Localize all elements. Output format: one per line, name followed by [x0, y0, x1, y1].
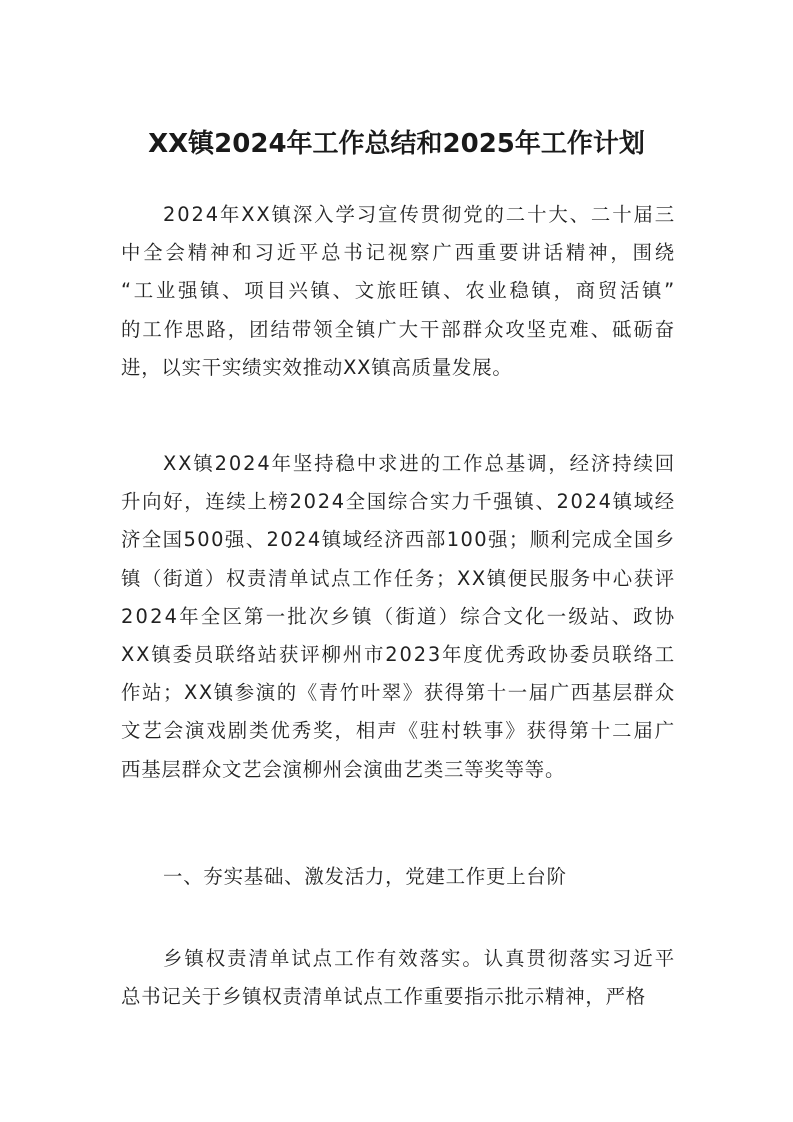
paragraph-line: 文艺会演戏剧类优秀奖，相声《驻村轶事》获得第十二届广 — [121, 719, 677, 743]
paragraph-line: 乡镇权责清单试点工作有效落实。认真贯彻落实习近平 — [163, 947, 677, 970]
paragraph-line: 升向好，连续上榜2024全国综合实力千强镇、2024镇域经 — [121, 490, 676, 514]
section-heading-text: 一、夯实基础、激发活力，党建工作更上台阶 — [163, 865, 567, 888]
paragraph-line: XX镇2024年坚持稳中求进的工作总基调，经济持续回 — [163, 452, 677, 475]
document-title: XX镇2024年工作总结和2025年工作计划 — [148, 129, 645, 159]
paragraph-line: 进，以实干实绩实效推动XX镇高质量发展。 — [121, 355, 513, 379]
paragraph-line: 2024年XX镇深入学习宣传贯彻党的二十大、二十届三 — [163, 203, 677, 226]
paragraph-line: 作站；XX镇参演的《青竹叶翠》获得第十一届广西基层群众 — [121, 681, 676, 705]
paragraph-section-one — [121, 940, 675, 1016]
paragraph-line: XX镇委员联络站获评柳州市2023年度优秀政协委员联络工 — [121, 642, 677, 666]
paragraph-line: 西基层群众文艺会演柳州会演曲艺类三等奖等等。 — [121, 757, 566, 781]
section-heading — [121, 858, 675, 896]
paragraph-intro — [121, 196, 678, 387]
paragraph-line: 的工作思路，团结带领全镇广大干部群众攻坚克难、砥砺奋 — [121, 317, 677, 341]
paragraph-line: 中全会精神和习近平总书记视察广西重要讲话精神，围绕 — [121, 241, 678, 265]
paragraph-line: “工业强镇、项目兴镇、文旅旺镇、农业稳镇，商贸活镇” — [121, 279, 677, 303]
paragraph-line: 总书记关于乡镇权责清单试点工作重要指示批示精神，严格 — [121, 985, 646, 1009]
paragraph-line: 镇（街道）权责清单试点工作任务；XX镇便民服务中心获评 — [121, 566, 676, 590]
paragraph-line: 2024年全区第一批次乡镇（街道）综合文化一级站、政协 — [121, 604, 677, 628]
paragraph-achievements — [121, 445, 675, 789]
paragraph-line: 济全国500强、2024镇域经济西部100强；顺利完成全国乡 — [121, 528, 676, 552]
